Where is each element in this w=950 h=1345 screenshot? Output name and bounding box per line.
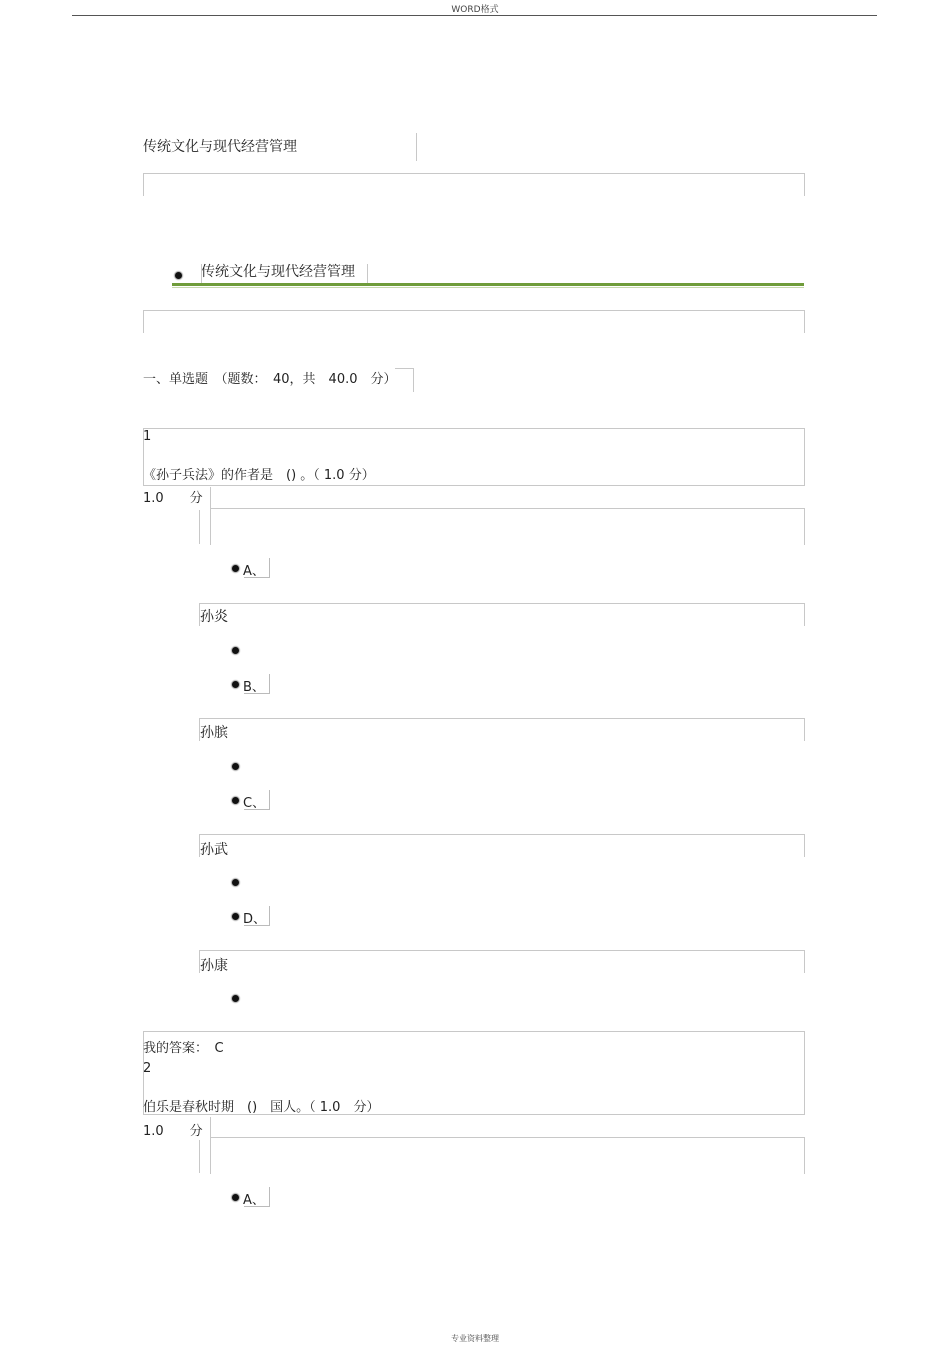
question-1-score: 1.0 分 [143,491,203,506]
options-2-frame [210,1137,805,1174]
option-d-text: 孙康 [200,958,228,974]
option-c-text: 孙武 [200,842,228,858]
option-c-radio[interactable] [232,797,239,804]
option-b-bullet-icon [232,763,239,770]
option-c-label: C、 [243,796,266,811]
options-frame-left [199,510,200,544]
question-2-number: 2 [143,1061,152,1076]
page-header: WORD格式 [451,5,499,15]
question-2-text: 伯乐是春秋时期 () 国人。（ 1.0 分） [143,1100,380,1115]
nav-underline [172,283,804,286]
section-frame-edge [413,368,414,392]
options-frame [210,508,805,545]
option-a-text: 孙炎 [200,609,228,625]
my-answer: 我的答案： C [143,1041,224,1056]
option-b-radio[interactable] [232,681,239,688]
section-frame-top [395,368,413,369]
question-1-number: 1 [143,429,152,444]
option-d-text-frame [199,950,805,973]
option-a-bullet-icon [232,647,239,654]
nav-frame-left [201,264,202,283]
score-2-frame-edge [210,1117,211,1139]
header-divider [72,15,877,16]
option-a-text-frame [199,603,805,626]
option-b-text: 孙膑 [200,725,228,741]
nav-underline-shadow [172,287,804,288]
option-b-label: B、 [243,680,265,695]
option-c-text-frame [199,834,805,857]
question-1-text: 《孙子兵法》的作者是 () 。（ 1.0 分） [143,468,375,483]
page-footer: 专业资料整理 [451,1334,499,1343]
nav-frame-right [367,264,368,283]
course-nav-link[interactable]: 传统文化与现代经营管理 [201,264,355,280]
option-a-label: A、 [243,564,265,579]
score-frame-edge [210,487,211,509]
option-a-radio[interactable] [232,565,239,572]
options-2-frame-left [199,1140,200,1173]
title-frame-edge [416,133,417,161]
empty-frame-2 [143,310,805,333]
section-heading: 一、单选题 （题数： 40，共 40.0 分） [143,372,397,387]
option-d-radio[interactable] [232,913,239,920]
nav-bullet-icon [175,272,182,279]
option-b-text-frame [199,718,805,741]
option-d-label: D、 [243,912,267,927]
option-c-bullet-icon [232,879,239,886]
q2-option-a-radio[interactable] [232,1194,239,1201]
q2-option-a-label: A、 [243,1193,265,1208]
question-2-score: 1.0 分 [143,1124,203,1139]
empty-frame [143,173,805,196]
course-title: 传统文化与现代经营管理 [143,139,297,155]
option-d-bullet-icon [232,995,239,1002]
